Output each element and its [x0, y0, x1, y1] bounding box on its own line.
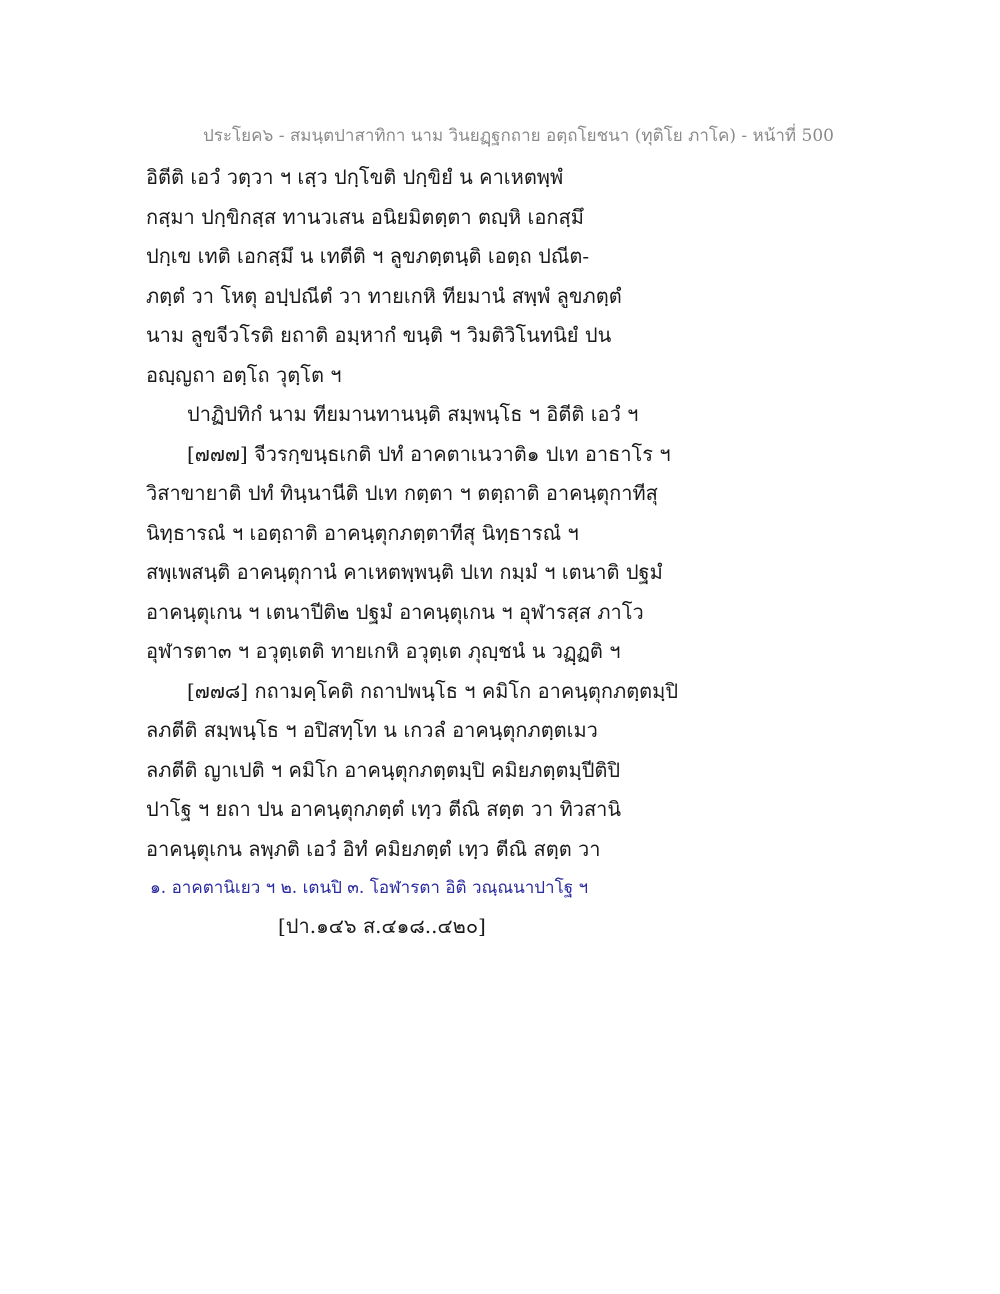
text-line: ลภตีติ ญาเปติ ฯ คมิโก อาคนฺตุกภตฺตมฺปิ คมิยภตฺตมฺปีติปิ: [146, 757, 621, 782]
text-line: อุฬารตา๓ ฯ อวุตฺเตติ ทายเกหิ อวุตฺเต ภุญฺชนํ น วฏฺฏติ ฯ: [146, 639, 621, 663]
text-line: ปกฺเข เทติ เอกสฺมึ น เทตีติ ฯ ลูขภตฺตนฺติ เอตฺถ ปณีต-: [146, 244, 590, 268]
text-line: นิทฺธารณํ ฯ เอตฺถาติ อาคนฺตุกภตฺตาทีสุ นิทฺธารณํ ฯ: [146, 520, 579, 545]
page-reference: [ปา.๑๔๖ ส.๔๑๘..๔๒๐]: [278, 914, 486, 938]
text-line: ภตฺตํ วา โหตุ อปฺปณีตํ วา ทายเกหิ ทียมานํ สพฺพํ ลูขภตฺตํ: [146, 283, 622, 308]
text-line: สพฺเพสนฺติ อาคนฺตุกานํ คาเหตพฺพนฺติ ปเท กมฺมํ ฯ เตนาติ ปฐมํ: [146, 560, 663, 584]
text-line: อาคนฺตุเกน ฯ เตนาปีติ๒ ปฐมํ อาคนฺตุเกน ฯ อุฬารสฺส ภาโว: [146, 599, 644, 624]
text-line: ปาฏิปทิกํ นาม ทียมานทานนฺติ สมฺพนฺโธ ฯ อิตีติ เอวํ ฯ: [187, 402, 639, 426]
body-text: [146, 158, 966, 869]
text-line: อญฺญถา อตฺโถ วุตฺโต ฯ: [146, 362, 342, 387]
text-line: ลภตีติ สมฺพนฺโธ ฯ อปิสทฺโท น เกวลํ อาคนฺตุกภตฺตเมว: [146, 718, 598, 742]
footnote: ๑. อาคตานิเยว ฯ ๒. เตนปิ ๓. โอฬารตา อิติ วณฺณนาปาโฐ ฯ: [150, 878, 589, 898]
page-header: ประโยค๖ - สมนฺตปาสาทิกา นาม วินยฏฺฐกถาย อตฺถโยชนา (ทุติโย ภาโค) - หน้าที่ 500: [203, 126, 834, 146]
text-line: อาคนฺตุเกน ลพฺภติ เอวํ อิทํ คมิยภตฺตํ เทฺว ตีณิ สตฺต วา: [146, 836, 601, 861]
text-line: กสฺมา ปกฺขิกสฺส ทานวเสน อนิยมิตตฺตา ตญฺหิ เอกสฺมึ: [146, 204, 584, 229]
text-line: นาม ลูขจีวโรติ ยถาติ อมฺหากํ ขนฺติ ฯ วิมติวิโนทนิยํ ปน: [146, 323, 612, 347]
text-line: [๗๗๘] กถามคฺโคติ กถาปพนฺโธ ฯ คมิโก อาคนฺตุกภตฺตมฺปิ: [187, 678, 679, 703]
text-line: [๗๗๗] จีวรกฺขนฺธเกติ ปทํ อาคตาเนวาติ๑ ปเท อาธาโร ฯ: [187, 441, 671, 466]
text-line: อิตีติ เอวํ วตฺวา ฯ เสฺว ปกฺโขติ ปกฺขิยํ น คาเหตพฺพํ: [146, 165, 564, 189]
text-line: วิสาขายาติ ปทํ ทินฺนานีติ ปเท กตฺตา ฯ ตตฺถาติ อาคนฺตุกาทีสุ: [146, 481, 658, 505]
text-line: ปาโฐ ฯ ยถา ปน อาคนฺตุกภตฺตํ เทฺว ตีณิ สตฺต วา ทิวสานิ: [146, 797, 622, 821]
